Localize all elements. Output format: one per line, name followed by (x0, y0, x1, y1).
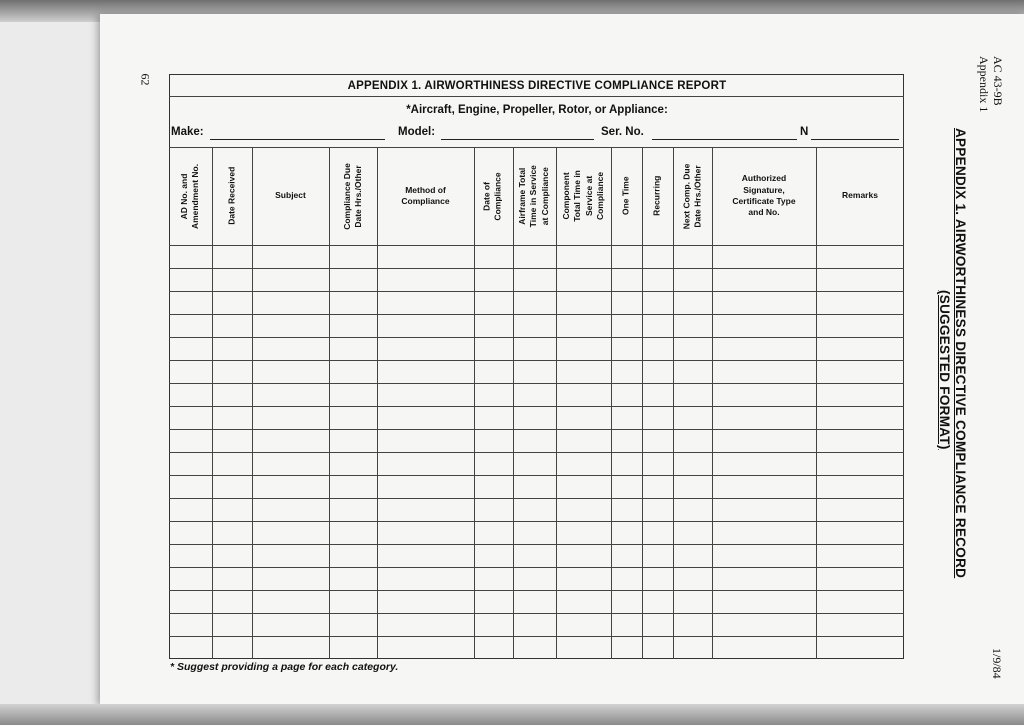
table-row[interactable] (169, 636, 904, 637)
table-row[interactable] (169, 314, 904, 315)
column-header (377, 147, 474, 245)
table-row[interactable] (169, 360, 904, 361)
table-row[interactable] (169, 406, 904, 407)
column-header-label: Compliance Due Date Hrs./Other (341, 162, 364, 230)
table-row[interactable] (169, 291, 904, 292)
column-header (673, 147, 712, 245)
table-row[interactable] (169, 613, 904, 614)
column-header-label: Date Received (226, 166, 237, 226)
document-page (100, 14, 1024, 704)
column-header (816, 147, 904, 245)
form-subtitle: *Aircraft, Engine, Propeller, Rotor, or Appliance: (406, 104, 668, 116)
table-row[interactable] (169, 567, 904, 568)
n-number-label: N (800, 126, 809, 138)
column-header (329, 147, 377, 245)
doc-date: 1/9/84 (990, 648, 1004, 679)
table-row[interactable] (169, 245, 904, 246)
table-row[interactable] (169, 268, 904, 269)
column-header (712, 147, 816, 245)
appendix-label: Appendix 1 (977, 56, 991, 113)
column-header-label: Airframe Total Time in Service at Compliance (517, 164, 551, 228)
table-row[interactable] (169, 498, 904, 499)
column-header (212, 147, 252, 245)
doc-id: AC 43-9B (991, 56, 1005, 106)
column-header-label: Component Total Time in Service at Compliance (560, 170, 605, 222)
column-header-label: Recurring (651, 175, 662, 217)
page-number: 62 (138, 73, 153, 86)
column-header-label: Next Comp. Due Date Hrs./Other (681, 163, 703, 229)
column-header-label: One Time (620, 176, 631, 216)
model-field[interactable] (441, 139, 594, 140)
column-header-label: Authorized Signature, Certificate Type and No. (732, 173, 796, 218)
ser-no-field[interactable] (652, 139, 797, 140)
form-title: APPENDIX 1. AIRWORTHINESS DIRECTIVE COMPLIANCE REPORT (347, 80, 727, 92)
column-header-label: AD No. and Amendment No. (179, 163, 201, 229)
table-row[interactable] (169, 544, 904, 545)
record-subtitle: (SUGGESTED FORMAT) (937, 290, 952, 450)
page-shadow (0, 704, 1024, 725)
ser-no-label: Ser. No. (601, 126, 644, 138)
table-row[interactable] (169, 475, 904, 476)
column-header-label: Date of Compliance (482, 171, 504, 221)
table-row[interactable] (169, 521, 904, 522)
column-header (611, 147, 642, 245)
model-label: Model: (398, 126, 436, 138)
column-header (642, 147, 673, 245)
column-header (169, 147, 212, 245)
make-label: Make: (171, 126, 204, 138)
make-field[interactable] (210, 139, 385, 140)
title-divider (169, 96, 904, 97)
column-header-label: Subject (275, 190, 306, 201)
table-row[interactable] (169, 452, 904, 453)
table-row[interactable] (169, 383, 904, 384)
table-row[interactable] (169, 590, 904, 591)
column-header (513, 147, 556, 245)
column-header (474, 147, 513, 245)
column-header (556, 147, 611, 245)
n-number-field[interactable] (811, 139, 899, 140)
column-header-label: Method of Compliance (401, 184, 450, 206)
footnote: * Suggest providing a page for each category. (170, 661, 399, 673)
column-header (252, 147, 329, 245)
table-row[interactable] (169, 337, 904, 338)
record-title: APPENDIX 1. AIRWORTHINESS DIRECTIVE COMPLIANCE RECORD (953, 128, 968, 579)
table-row[interactable] (169, 429, 904, 430)
column-header-label: Remarks (842, 190, 878, 201)
